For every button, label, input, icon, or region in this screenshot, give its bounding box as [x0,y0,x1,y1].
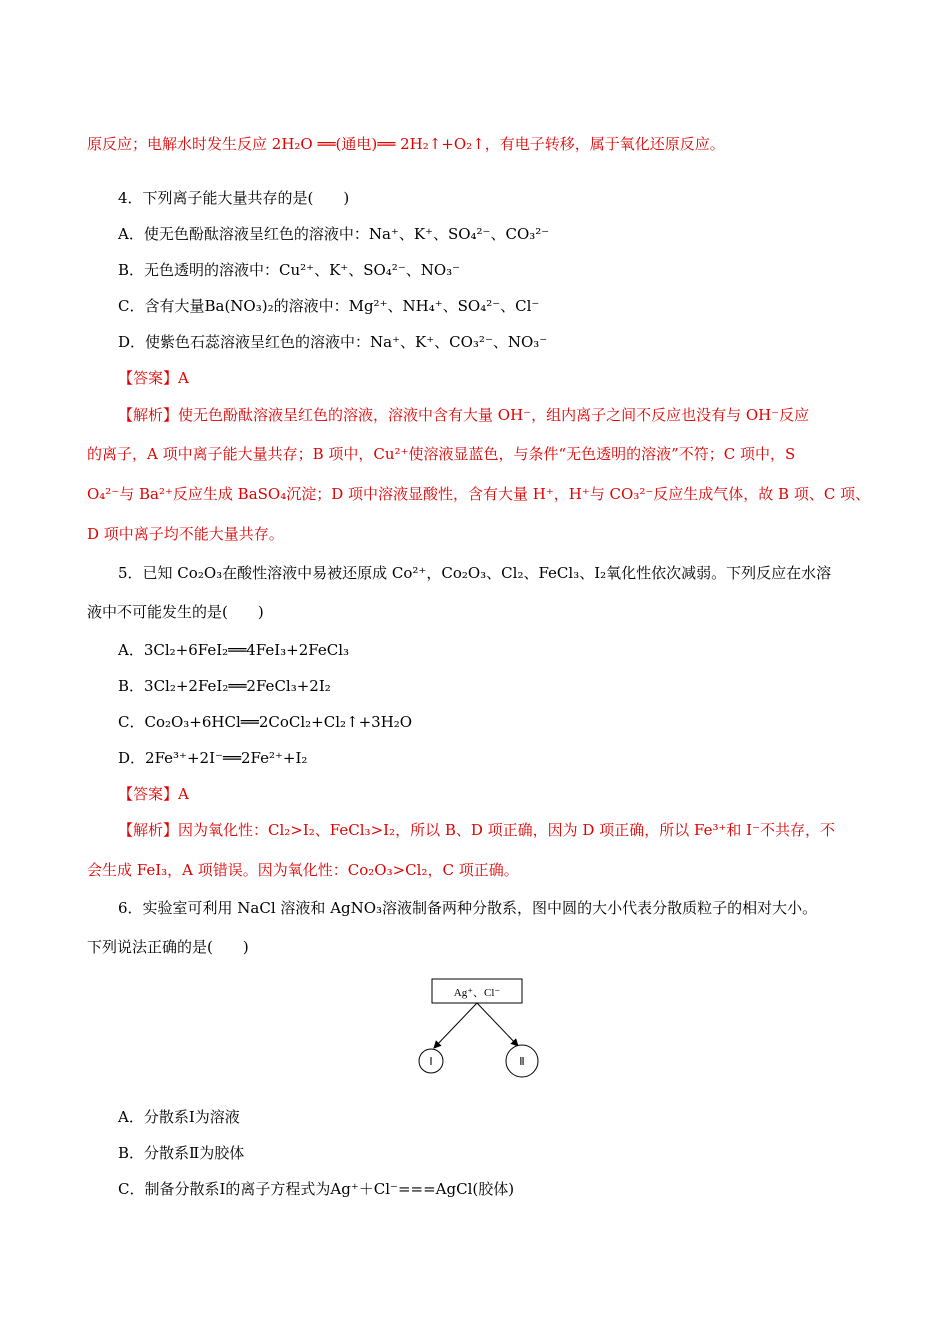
q4-option-b: B．无色透明的溶液中：Cu²⁺、K⁺、SO₄²⁻、NO₃⁻ [118,261,461,279]
q6-stem-line-2: 下列说法正确的是( ) [87,938,249,956]
answer-value: A [178,369,189,387]
q4-answer [118,368,910,388]
analysis-tag: 【解析】 [118,821,179,839]
intro-text: 原反应；电解水时发生反应 2H₂O ══(通电)══ 2H₂↑+O₂↑，有电子转移，属于氧化还原反应。 [87,135,725,153]
q5-stem-line-1: 5．已知 Co₂O₃在酸性溶液中易被还原成 Co²⁺，Co₂O₃、Cl₂、FeCl₃、I₂氧化性依次减弱。下列反应在水溶 [118,564,832,582]
analysis-tag: 【解析】 [118,406,179,424]
answer-value: A [178,785,189,803]
q4-option-c: C．含有大量Ba(NO₃)₂的溶液中：Mg²⁺、NH₄⁺、SO₄²⁻、Cl⁻ [118,297,540,315]
q5-analysis-line-1 [118,820,910,840]
answer-tag: 【答案】 [118,369,179,387]
q5-stem-line-2: 液中不可能发生的是( ) [87,603,264,621]
analysis-text: 使无色酚酞溶液呈红色的溶液，溶液中含有大量 OH⁻，组内离子之间不反应也没有与 OH⁻反应 [178,406,810,424]
q4-option-a: A．使无色酚酞溶液呈红色的溶液中：Na⁺、K⁺、SO₄²⁻、CO₃²⁻ [118,225,550,243]
q6-option-c: C．制备分散系Ⅰ的离子方程式为Ag⁺＋Cl⁻===AgCl(胶体) [118,1180,515,1198]
arrow-right [477,1003,518,1046]
q6-option-b: B．分散系Ⅱ为胶体 [118,1144,245,1162]
q4-option-d: D．使紫色石蕊溶液呈红色的溶液中：Na⁺、K⁺、CO₃²⁻、NO₃⁻ [118,333,548,351]
circle-dispersion-1-label: Ⅰ [429,1056,433,1068]
q5-option-b: B．3Cl₂+2FeI₂══2FeCl₃+2I₂ [118,677,331,695]
q6-stem-line-1: 6．实验室可利用 NaCl 溶液和 AgNO₃溶液制备两种分散系，图中圆的大小代表分散质粒子的相对大小。 [118,899,818,917]
q5-answer [118,784,910,804]
q5-option-a: A．3Cl₂+6FeI₂══4FeI₃+2FeCl₃ [118,641,350,659]
q4-analysis-line-2: 的离子，A 项中离子能大量共存；B 项中，Cu²⁺使溶液显蓝色，与条件“无色透明的溶液”不符；C 项中，S [87,445,796,463]
ion-box-label: Ag⁺、Cl⁻ [453,987,501,999]
q6-option-a: A．分散系Ⅰ为溶液 [118,1108,240,1126]
answer-tag: 【答案】 [118,785,179,803]
circle-dispersion-2-label: Ⅱ [519,1056,525,1068]
arrow-left [434,1003,477,1048]
analysis-text: 因为氧化性：Cl₂>I₂、FeCl₃>I₂，所以 B、D 项正确，因为 D 项正确，所以 Fe³⁺和 I⁻不共存，不 [178,821,835,839]
q5-option-d: D．2Fe³⁺+2I⁻══2Fe²⁺+I₂ [118,749,308,767]
q5-option-c: C．Co₂O₃+6HCl══2CoCl₂+Cl₂↑+3H₂O [118,713,413,731]
dispersion-diagram [400,975,560,1085]
q4-analysis-line-1 [118,405,910,425]
q4-stem: 4．下列离子能大量共存的是( ) [118,189,350,207]
q4-analysis-line-3: O₄²⁻与 Ba²⁺反应生成 BaSO₄沉淀；D 项中溶液显酸性，含有大量 H⁺，H⁺与 CO₃²⁻反应生成气体，故 B 项、C 项、 [87,485,871,503]
q5-analysis-line-2: 会生成 FeI₃，A 项错误。因为氧化性：Co₂O₃>Cl₂，C 项正确。 [87,861,519,879]
q4-analysis-line-4: D 项中离子均不能大量共存。 [87,525,284,543]
